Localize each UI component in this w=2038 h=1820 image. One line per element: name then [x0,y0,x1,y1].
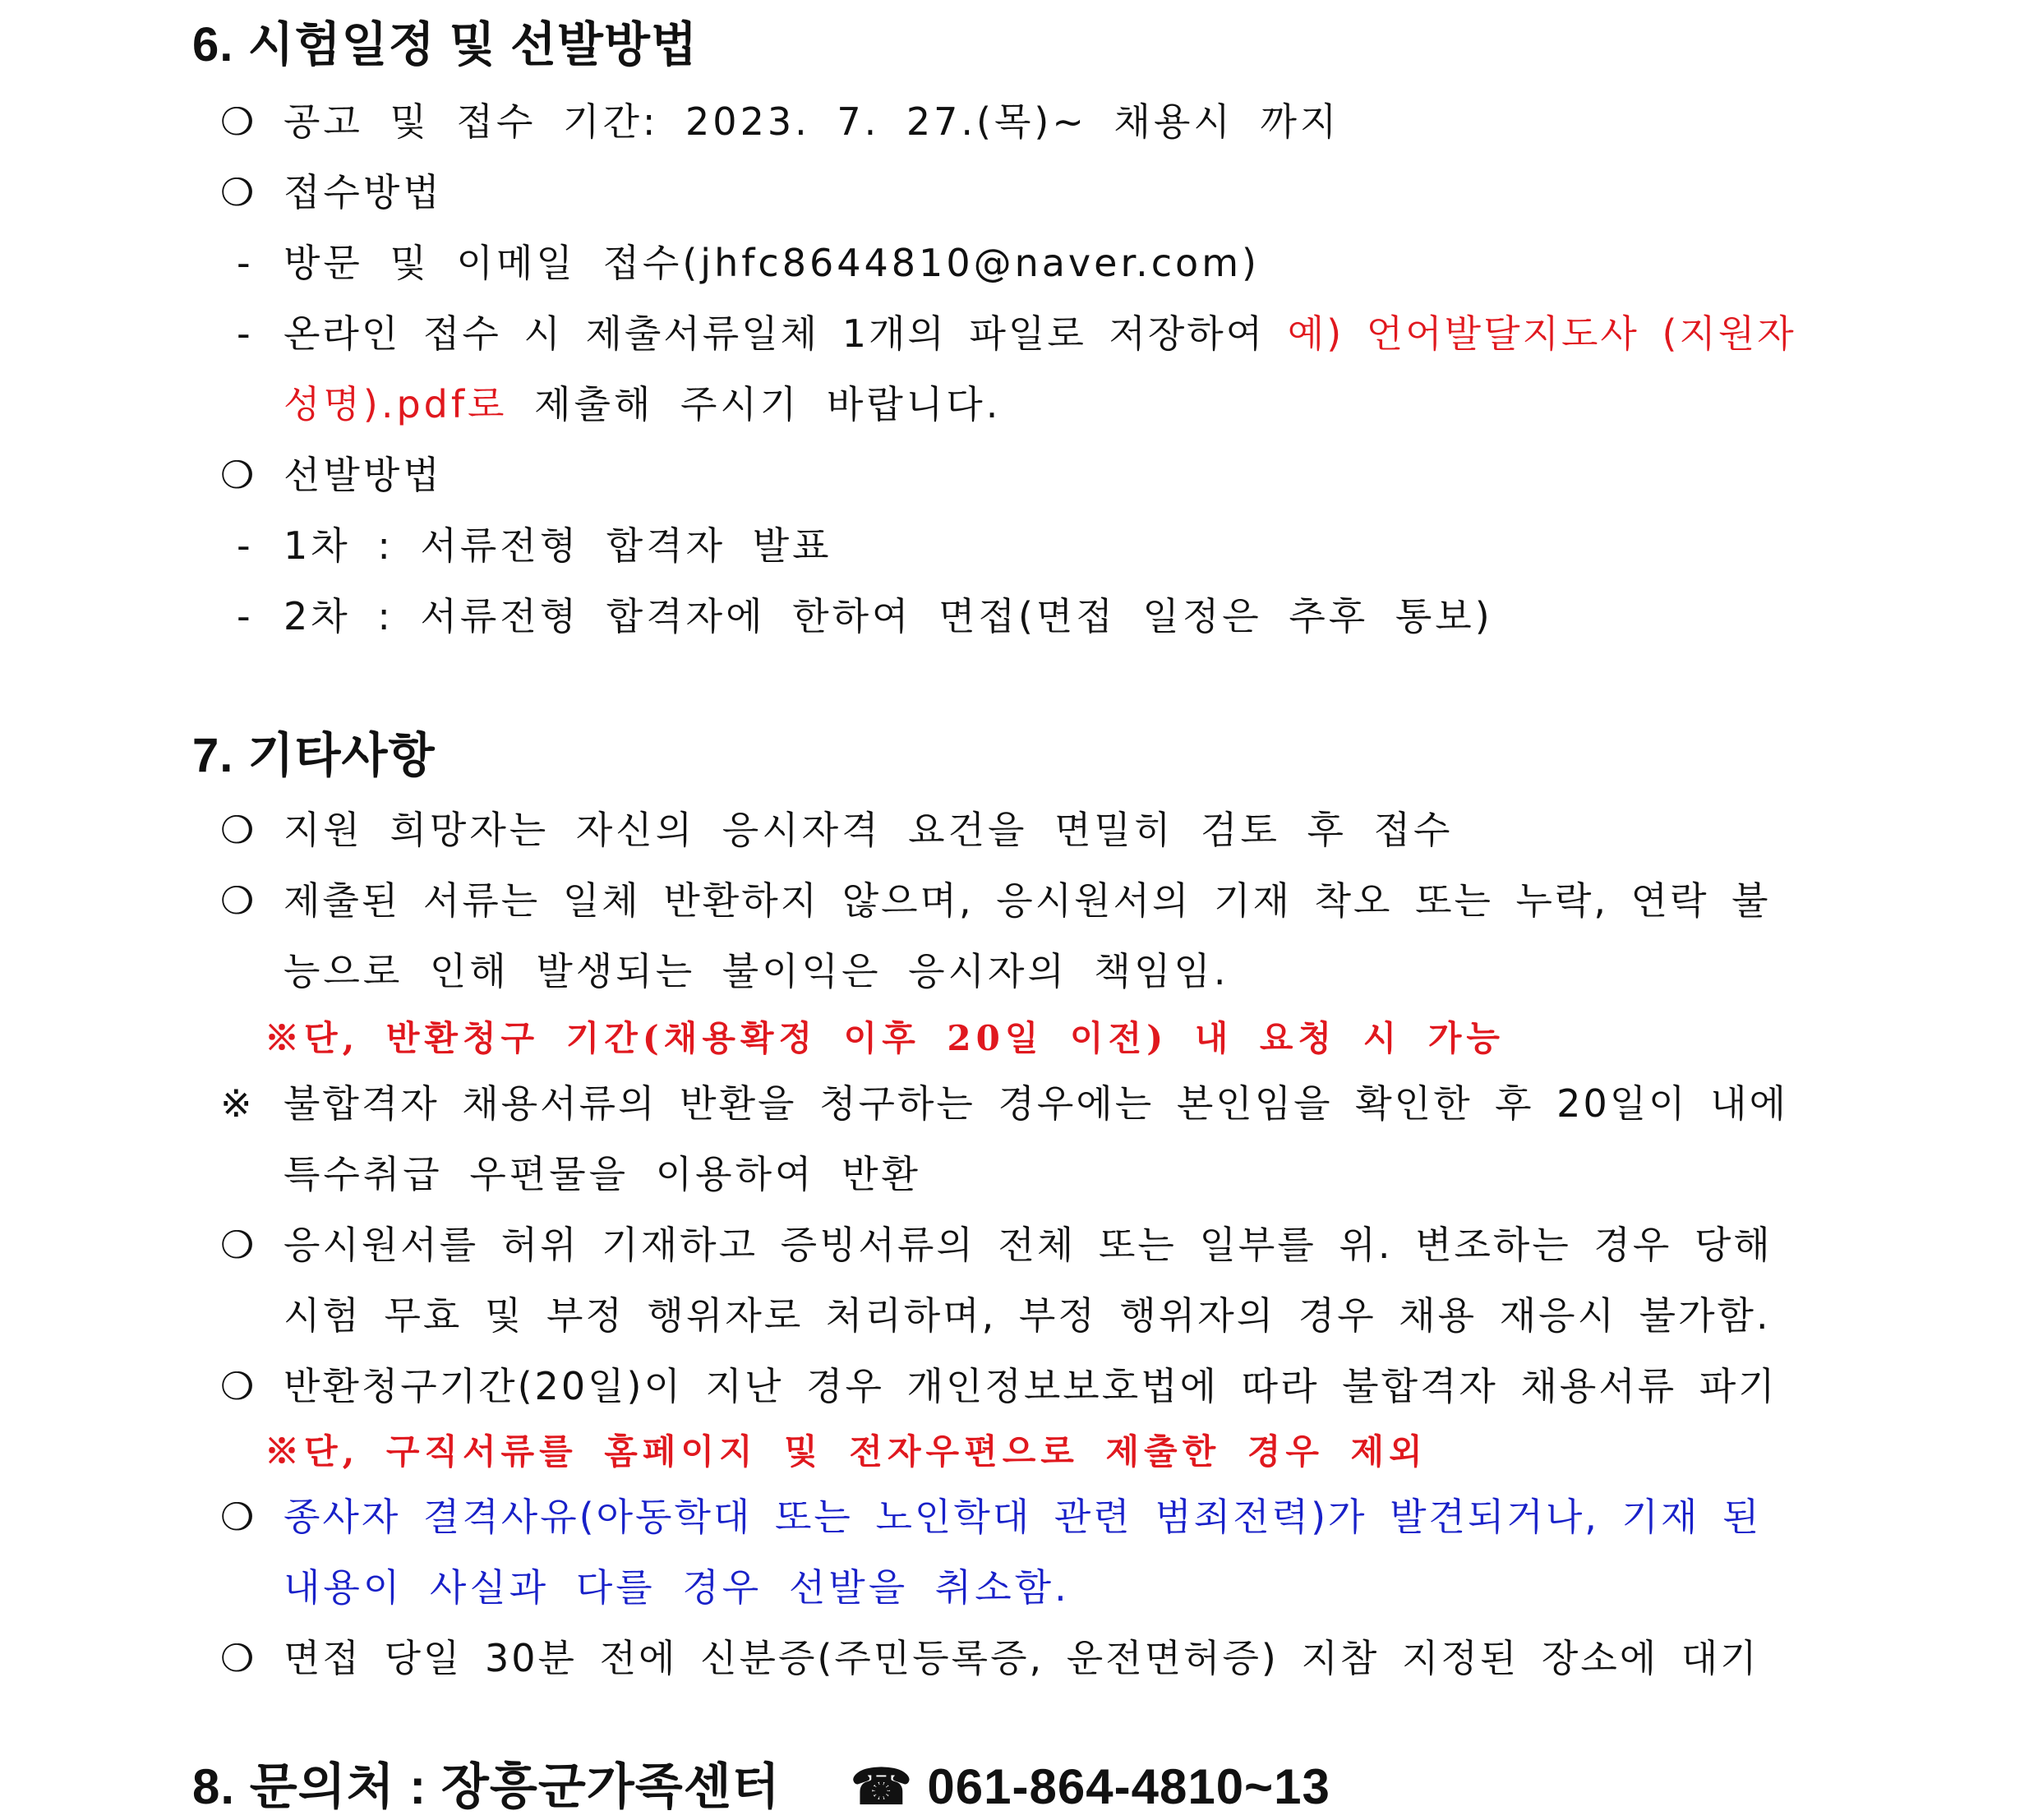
bullet-icon: ❍ [220,99,258,144]
disposal-note: ※단, 구직서류를 홈페이지 및 전자우편으로 제출한 경우 제외 [265,1431,1427,1472]
reference-mark-icon: ※ [220,1081,256,1126]
document-page: 6. 시험일정 및 선발방법 ❍ 공고 및 접수 기간: 2023. 7. 27.(목)~ 채용시 까지 ❍ 접수방법 - 방문 및 이메일 접수(jhfc8644810@naver.com) - 온라인 접수 시 제출서류일체 1개의 파일로 저장하여 예) 언어발달지도사 (지원자 성명).pdf로 제출해 주시기 바랍니다. ❍ 선발방법 - 1차 : 서류전형 합격자 발표 - 2차 : 서류전형 합격자에 한하여 면접(면접 일정은 추후 통보) 7. 기타사항 ❍ 지원 희망자는 자신의 응시자격 요건을 면밀히 검토 후 접수 ❍ 제출된 서류는 일체 반환하지 않으며, 응시원서의 기재 착오 또는 누락, 연락 불 능으로 인해 발생되는 불이익은 응시자의 책임임. ※단, 반환청구 기간(채용확정 이후 20일 이전) 내 요청 시 가능 ※ 불합격자 채용서류의 반환을 청구하는 경우에는 본인임을 확인한 후 20일이 내에 특수취급 우편물을 이용하여 반환 ❍ 응시원서를 허위 기재하고 증빙서류의 전체 또는 일부를 위. 변조하는 경우 당해 시험 무효 및 부정 행위자로 처리하며, 부정 행위자의 경우 채용 재응시 불가함. ❍ 반환청구기간(20일)이 지난 경우 개인정보보호법에 따라 불합격자 채용서류 파기 ※단, 구직서류를 홈페이지 및 전자우편으로 제출한 경우 제외 ❍ 종사자 결격사유(아동학대 또는 노인학대 관련 범죄전력)가 발견되거나, 기재 된 내용이 사실과 다를 경우 선발을 취소함. ❍ 면접 당일 30분 전에 신분증(주민등록증, 운전면허증) 지참 지정된 장소에 대기 8. 문의처 : 장흥군가족센터 ☎ 061-864-4810~13 [192,18,1796,1814]
dash-icon: - [237,241,254,285]
email-text: 방문 및 이메일 접수(jhfc8644810@naver.com) [284,241,1260,285]
section-7-heading: 7. 기타사항 [192,729,436,782]
dash-icon: - [237,594,254,638]
bullet-icon: ❍ [220,1495,258,1539]
phone-number: 061-864-4810~13 [927,1759,1330,1814]
bullet-icon: ❍ [220,453,258,497]
phone-icon: ☎ [850,1759,913,1814]
example-filename-cont: 성명).pdf로 [284,382,508,426]
bullet-icon: ❍ [220,808,258,852]
bullet-icon: ❍ [220,1223,258,1267]
bullet-icon: ❍ [220,170,258,214]
dash-icon: - [237,311,254,356]
example-filename: 예) 언어발달지도사 (지원자 [1287,311,1796,356]
dash-icon: - [237,523,254,568]
bullet-icon: ❍ [220,1636,258,1680]
return-note: ※단, 반환청구 기간(채용확정 이후 20일 이전) 내 요청 시 가능 [265,1018,1505,1058]
bullet-icon: ❍ [220,878,258,923]
section-8-heading [192,1758,1330,1816]
section-6-heading: 6. 시험일정 및 선발방법 [192,18,698,71]
contact-title: 8. 문의처 : 장흥군가족센터 [192,1759,781,1814]
bullet-icon: ❍ [220,1364,258,1408]
